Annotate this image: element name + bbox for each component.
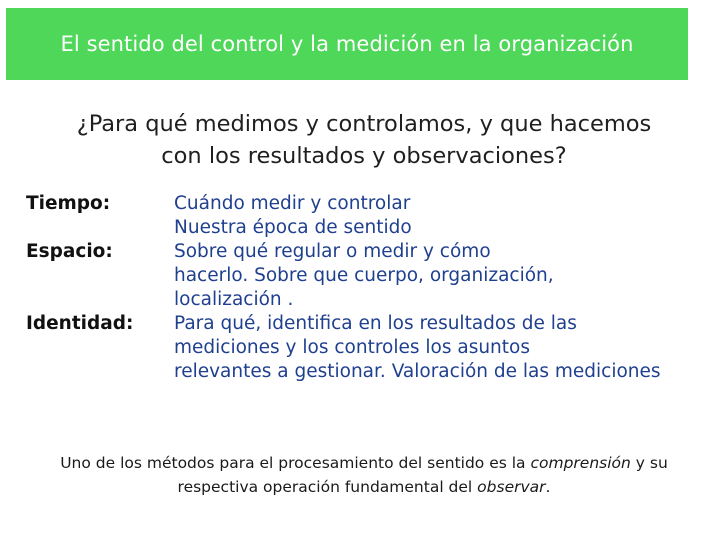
row-label: Tiempo: bbox=[26, 193, 111, 214]
footer-emphasis: comprensión bbox=[530, 454, 631, 472]
footer-note bbox=[0, 451, 728, 499]
title-banner bbox=[6, 8, 688, 80]
row-label: Identidad: bbox=[26, 313, 134, 334]
question-line-2: con los resultados y observaciones? bbox=[161, 143, 567, 169]
slide-title: El sentido del control y la medición en la organización bbox=[60, 32, 634, 56]
definition-row-espacio bbox=[26, 240, 726, 312]
footer-text: respectiva operación fundamental del bbox=[177, 478, 478, 496]
row-description bbox=[174, 192, 412, 240]
footer-text: y su bbox=[630, 454, 668, 472]
row-label: Espacio: bbox=[26, 241, 113, 262]
question-heading bbox=[0, 108, 728, 172]
row-line: localización . bbox=[174, 289, 294, 310]
definition-list bbox=[26, 192, 726, 384]
footer-emphasis: observar bbox=[477, 478, 546, 496]
row-description bbox=[174, 312, 661, 384]
row-description bbox=[174, 240, 554, 312]
row-line: relevantes a gestionar. Valoración de las mediciones bbox=[174, 361, 661, 382]
row-line: Cuándo medir y controlar bbox=[174, 193, 411, 214]
definition-row-tiempo bbox=[26, 192, 726, 240]
row-line: Nuestra época de sentido bbox=[174, 217, 412, 238]
row-line: mediciones y los controles los asuntos bbox=[174, 337, 530, 358]
footer-text: Uno de los métodos para el procesamiento del sentido es la bbox=[60, 454, 531, 472]
row-line: Para qué, identifica en los resultados de las bbox=[174, 313, 577, 334]
footer-line-2 bbox=[0, 475, 728, 499]
footer-line-1 bbox=[0, 451, 728, 475]
definition-row-identidad bbox=[26, 312, 726, 384]
row-line: Sobre qué regular o medir y cómo bbox=[174, 241, 491, 262]
row-line: hacerlo. Sobre que cuerpo, organización, bbox=[174, 265, 554, 286]
footer-text: . bbox=[545, 478, 551, 496]
question-line-1: ¿Para qué medimos y controlamos, y que hacemos bbox=[76, 111, 652, 137]
